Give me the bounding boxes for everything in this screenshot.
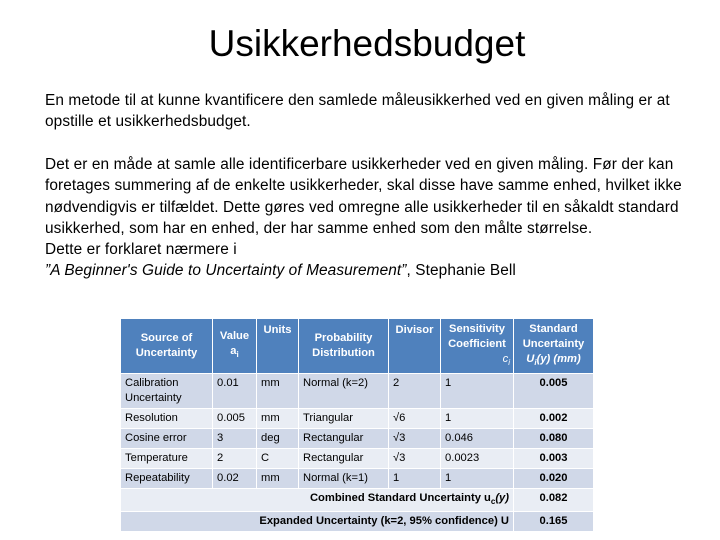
combined-row	[121, 489, 594, 512]
reference-title: ”A Beginner's Guide to Uncertainty of Measurement”	[45, 262, 407, 280]
cell-source: Cosine error	[121, 429, 213, 449]
cell-sensitivity: 1	[441, 374, 514, 409]
intro-paragraph: En metode til at kunne kvantificere den samlede måleusikkerhed ved en given måling er at opstille et usikkerhedsbudget.	[45, 92, 670, 131]
uncertainty-budget-table	[120, 318, 594, 532]
cell-standard: 0.080	[514, 429, 594, 449]
cell-distribution: Rectangular	[299, 449, 389, 469]
cell-value: 2	[213, 449, 257, 469]
table-row	[121, 374, 594, 409]
expanded-value: 0.165	[514, 512, 594, 532]
table-row	[121, 469, 594, 489]
cell-sensitivity: 0.0023	[441, 449, 514, 469]
cell-sensitivity: 1	[441, 469, 514, 489]
table-row	[121, 449, 594, 469]
cell-distribution: Normal (k=2)	[299, 374, 389, 409]
cell-standard: 0.003	[514, 449, 594, 469]
reference-line	[45, 260, 685, 281]
cell-value: 0.02	[213, 469, 257, 489]
cell-source: Calibration Uncertainty	[121, 374, 213, 409]
header-source: Source of Uncertainty	[121, 319, 213, 374]
table-row	[121, 409, 594, 429]
table-row	[121, 429, 594, 449]
header-standard: Standard Uncertainty $U_i(y)$ (mm)	[514, 319, 594, 374]
header-units: Units	[257, 319, 299, 374]
cell-units: mm	[257, 409, 299, 429]
expanded-label: Expanded Uncertainty (k=2, 95% confidence) U	[121, 512, 514, 532]
slide-title: Usikkerhedsbudget	[208, 23, 526, 64]
cell-divisor: 2	[389, 374, 441, 409]
combined-label: Combined Standard Uncertainty $u_c(y)$	[121, 489, 514, 512]
cell-sensitivity: 1	[441, 409, 514, 429]
header-sensitivity: Sensitivity Coefficient $c_i$	[441, 319, 514, 374]
explanation-paragraph: Det er en måde at samle alle identificerbare usikkerheder ved en given måling. Før der kan foretages summering af de enkelte usikkerheder, skal disse have samme enhed, hvilket ikke nødvendigvis er tilfældet. Dette gøres ved omregne alle usikkerheder til en såkaldt standard usikkerhed, som har en enhed, der har samme enhed som den målte størrelse.	[45, 156, 682, 237]
cell-sensitivity: 0.046	[441, 429, 514, 449]
header-value: Value $a_i$	[213, 319, 257, 374]
header-distribution: Probability Distribution	[299, 319, 389, 374]
cell-source: Repeatability	[121, 469, 213, 489]
cell-divisor: √3	[389, 449, 441, 469]
body-text	[45, 154, 685, 282]
cell-value: 0.005	[213, 409, 257, 429]
expanded-row	[121, 512, 594, 532]
reference-author: , Stephanie Bell	[406, 262, 516, 280]
cell-divisor: 1	[389, 469, 441, 489]
header-divisor: Divisor	[389, 319, 441, 374]
cell-units: mm	[257, 374, 299, 409]
cell-divisor: √6	[389, 409, 441, 429]
table-header-row	[121, 319, 594, 374]
cell-distribution: Rectangular	[299, 429, 389, 449]
cell-value: 0.01	[213, 374, 257, 409]
cell-value: 3	[213, 429, 257, 449]
cell-distribution: Triangular	[299, 409, 389, 429]
cell-units: mm	[257, 469, 299, 489]
combined-value: 0.082	[514, 489, 594, 512]
cell-source: Temperature	[121, 449, 213, 469]
cell-standard: 0.020	[514, 469, 594, 489]
cell-distribution: Normal (k=1)	[299, 469, 389, 489]
cell-units: deg	[257, 429, 299, 449]
cell-source: Resolution	[121, 409, 213, 429]
reference-intro: Dette er forklaret nærmere i	[45, 241, 237, 259]
cell-standard: 0.002	[514, 409, 594, 429]
cell-standard: 0.005	[514, 374, 594, 409]
cell-divisor: √3	[389, 429, 441, 449]
cell-units: C	[257, 449, 299, 469]
